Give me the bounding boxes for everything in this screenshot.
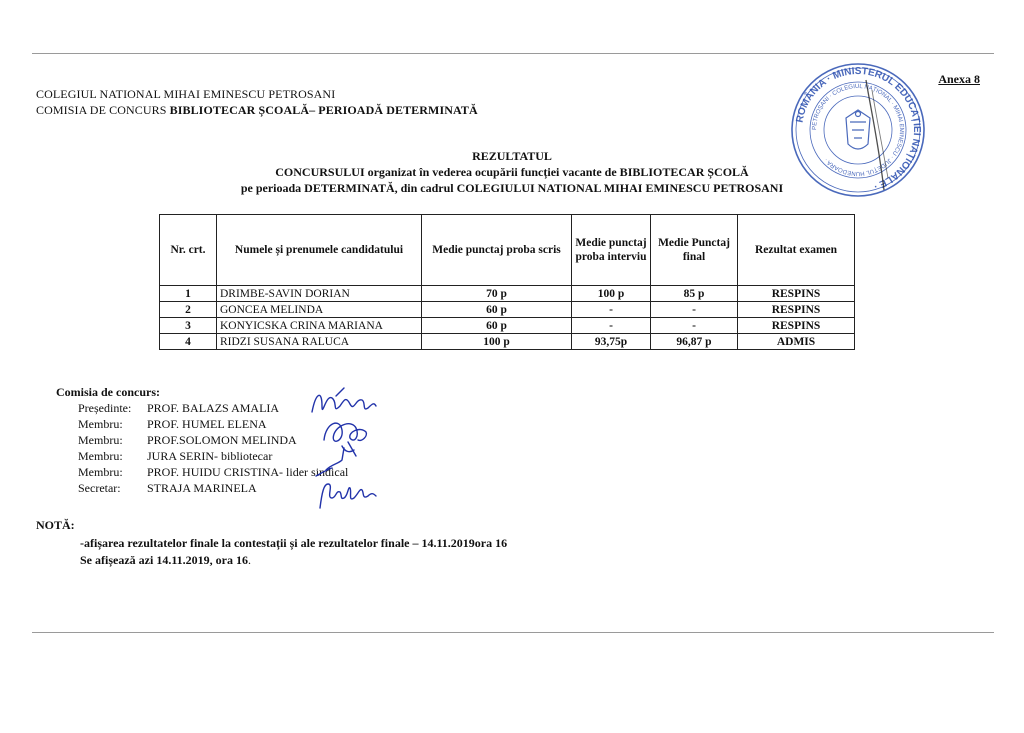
member-role: Membru:: [78, 465, 123, 479]
nota-line-1: -afișarea rezultatelor finale la contestații și ale rezultatelor finale – 14.11.2019ora 16: [80, 536, 508, 550]
annex-label: Anexa 8: [938, 72, 980, 86]
institution-name: COLEGIUL NATIONAL MIHAI EMINESCU PETROSANI: [36, 87, 336, 101]
header-name: Numele și prenumele candidatului: [217, 215, 422, 286]
member-name: PROF. BALAZS AMALIA: [147, 401, 280, 415]
cell-result: RESPINS: [738, 302, 855, 318]
header-final: Medie Punctaj final: [651, 215, 738, 286]
cell-result: ADMIS: [738, 334, 855, 350]
commission-title: Comisia de concurs:: [56, 385, 160, 399]
table-header-row: [160, 215, 855, 286]
cell-final: -: [651, 302, 738, 318]
member-role: Membru:: [78, 417, 123, 431]
commission-block: [56, 384, 349, 496]
commission-position: BIBLIOTECAR ȘCOALĂ– PERIOADĂ DETERMINATĂ: [169, 103, 478, 117]
institution-header: [36, 86, 478, 118]
cell-interview: 100 p: [572, 286, 651, 302]
commission-member: [56, 448, 273, 464]
table-row: [160, 286, 855, 302]
member-role: Membru:: [78, 449, 123, 463]
cell-result: RESPINS: [738, 318, 855, 334]
cell-final: 96,87 p: [651, 334, 738, 350]
member-role: Secretar:: [78, 481, 121, 495]
member-name: PROF. HUMEL ELENA: [147, 417, 267, 431]
commission-member: [56, 480, 257, 496]
nota-line-2-main: Se afișează azi 14.11.2019, ora 16: [80, 553, 248, 567]
bottom-rule: [32, 632, 994, 633]
cell-name: DRIMBE-SAVIN DORIAN: [217, 286, 422, 302]
table-row: [160, 318, 855, 334]
nota-line-2-end: .: [247, 553, 251, 567]
secretary-signature-icon: [312, 478, 382, 512]
nota-text: [80, 535, 507, 569]
commission-member: [56, 416, 267, 432]
cell-interview: -: [572, 318, 651, 334]
cell-result: RESPINS: [738, 286, 855, 302]
cell-name: KONYICSKA CRINA MARIANA: [217, 318, 422, 334]
stamp-inner-text: PETROȘANI · COLEGIUL NAȚIONAL · MIHAI EMINESCU · JUDEȚUL HUNEDOARA ·: [811, 83, 905, 177]
nota-line-2: [80, 552, 507, 569]
results-table: [159, 214, 855, 350]
coat-of-arms-icon: [846, 110, 870, 149]
nota-label: NOTĂ:: [36, 518, 75, 532]
cell-nr: 2: [160, 302, 217, 318]
commission-prefix: COMISIA DE CONCURS: [36, 103, 170, 117]
cell-name: GONCEA MELINDA: [217, 302, 422, 318]
member-role: Membru:: [78, 433, 123, 447]
document-title: REZULTATUL: [472, 149, 552, 163]
cell-written: 60 p: [422, 302, 572, 318]
table-row: [160, 334, 855, 350]
cell-final: -: [651, 318, 738, 334]
header-written: Medie punctaj proba scris: [422, 215, 572, 286]
cell-final: 85 p: [651, 286, 738, 302]
document-subtitle-line1: CONCURSULUI organizat în vederea ocupării funcției vacante de BIBLIOTECAR ȘCOLĂ: [275, 165, 749, 179]
header-nr: Nr. crt.: [160, 215, 217, 286]
stamp-outer-text: ROMÂNIA · MINISTERUL EDUCAȚIEI NAȚIONALE ·: [794, 65, 923, 192]
cell-nr: 3: [160, 318, 217, 334]
table-row: [160, 302, 855, 318]
cell-interview: -: [572, 302, 651, 318]
member-name: PROF.SOLOMON MELINDA: [147, 433, 297, 447]
cell-name: RIDZI SUSANA RALUCA: [217, 334, 422, 350]
member-name: JURA SERIN- bibliotecar: [147, 449, 273, 463]
cell-written: 70 p: [422, 286, 572, 302]
member-name: PROF. HUIDU CRISTINA- lider sindical: [147, 465, 349, 479]
top-rule: [32, 53, 994, 54]
commission-member: [56, 432, 297, 448]
document-subtitle-line2: pe perioada DETERMINATĂ, din cadrul COLEGIULUI NATIONAL MIHAI EMINESCU PETROSANI: [240, 181, 784, 195]
cell-written: 60 p: [422, 318, 572, 334]
commission-member: [56, 464, 349, 480]
header-interview: Medie punctaj proba interviu: [572, 215, 651, 286]
cell-nr: 4: [160, 334, 217, 350]
header-result: Rezultat examen: [738, 215, 855, 286]
cell-nr: 1: [160, 286, 217, 302]
commission-member: [56, 400, 280, 416]
member-role: Președinte:: [78, 401, 132, 415]
commission-line: [36, 102, 478, 118]
cell-interview: 93,75p: [572, 334, 651, 350]
cell-written: 100 p: [422, 334, 572, 350]
member-name: STRAJA MARINELA: [147, 481, 257, 495]
